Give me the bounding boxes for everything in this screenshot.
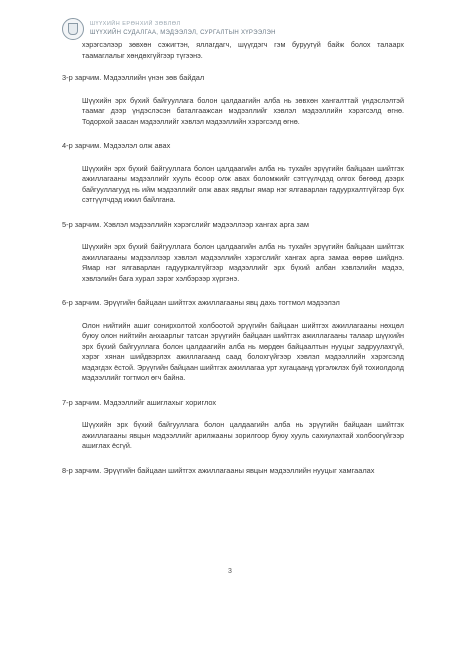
- header-org-name: ШҮҮХИЙН ЕРӨНХИЙ ЗӨВЛӨЛ: [90, 21, 181, 28]
- section-principle-3: [62, 73, 404, 127]
- page-number: 3: [228, 568, 232, 575]
- section-principle-8: [62, 466, 404, 477]
- section-body: Олон нийтийн ашиг сонирхолтой холбоотой эрүүгийн байцаан шийтгэх ажиллагааны нөхцөл буюу олон нийтийн анхаарлыг татсан эрүүгийн байцаан шийтгэх ажиллагааны талаар шүүхийн эрх бүхий байгууллага болон цалдаагийн алба нь мөрдөн байцаалтын нууцыг задруулахгүй, хэрэг хянан шийдвэрлэх ажиллагаанд саад болохгүйгээр хэвлэл мэдээллийн хэрэгсэлд мэдэгдэх ёстой. Эрүүгийн байцаан шийтгэх ажиллагаа урт хугацаанд үргэлжлэх буй тохиолдолд мэдээллийг тогтмол өгч байна.: [82, 320, 404, 382]
- section-heading: 8-р зарчим. Эрүүгийн байцаан шийтгэх ажиллагааны явцын мэдээллийн нууцыг хамгаалах: [62, 465, 375, 475]
- section-heading: 7-р зарчим. Мэдээллийг ашиглахыг хориглох: [62, 397, 217, 407]
- document-body: [62, 40, 404, 490]
- section-heading: 6-р зарчим. Эрүүгийн байцаан шийтгэх ажиллагааны явц дахь тогтмол мэдээлэл: [62, 298, 340, 307]
- intro-paragraph: хэрэгсэлээр зөвхөн сэжигтэн, яллагдагч, шүүгдэгч гэм буруугүй байж болох талаарх таамаглалыг хөндөхгүйгээр түгээнэ.: [82, 40, 404, 60]
- section-body: Шүүхийн эрх бүхий байгууллага болон цалдаагийн алба нь зөвхөн хангалттай үндэслэлтэй таамаг дээр үндэслэсэн баталгаажсан мэдээллийг хэвлэл мэдээллийн хэрэгсэлд өгнө. Тодорхой заасан мэдээллийг хэвлэл мэдээллийн хэрэгсэлд өгнө.: [82, 95, 404, 126]
- section-principle-4: [62, 141, 404, 206]
- section-body: Шүүхийн эрх бүхий байгууллага болон цалдаагийн алба нь тухайн эрүүгийн байцаан шийтгэх ажиллагааны мэдээллийг хууль ёсоор олж авах боломжийг сэтгүүлчдэд олгох бөгөөд дээрх байгууллагууд нь ийм мэдээллийг олж авах явдлыг ямар нэг ялгаварлан гадуурхалтгүйгээр бүх сэтгүүлчдэд ижил байлгана.: [82, 163, 404, 204]
- header-institute-name: ШҮҮХИЙН СУДАЛГАА, МЭДЭЭЛЭЛ, СУРГАЛТЫН ХҮРЭЭЛЭН: [90, 29, 276, 36]
- header-text: [90, 22, 276, 36]
- section-principle-5: [62, 220, 404, 285]
- page-header: [62, 18, 276, 40]
- institution-logo-icon: [62, 18, 84, 40]
- section-principle-6: [62, 298, 404, 384]
- section-body: Шүүхийн эрх бүхий байгууллага болон цалдаагийн алба нь тухайн эрүүгийн байцаан шийтгэх ажиллагааны мэдээллээр хэвлэл мэдээллийн хэрэгслийг хангах арга замаа өөрөө шийднэ. Ямар нэг ялгаварлан гадуурхалгүйгээр мэдээллийг эрх бүхий албан хэвлэлийн мэдээ, хэвлэлийн бага хурал зэрэг хэлбэрээр хүргэнэ.: [82, 242, 404, 283]
- section-heading: 5-р зарчим. Хэвлэл мэдээллийн хэрэгслийг мэдээллээр хангах арга зам: [62, 219, 309, 229]
- section-body: Шүүхийн эрх бүхий байгууллага болон цалдаагийн алба нь эрүүгийн байцаан шийтгэх ажиллагааны явцын мэдээллийг арилжааны зорилгоор буюу хууль сахиулахтай холбоогүйгээр ашиглах ёсгүй.: [82, 420, 404, 450]
- section-principle-7: [62, 398, 404, 452]
- section-heading: 3-р зарчим. Мэдээллийн үнэн зөв байдал: [62, 73, 205, 82]
- section-heading: 4-р зарчим. Мэдээлэл олж авах: [62, 141, 171, 150]
